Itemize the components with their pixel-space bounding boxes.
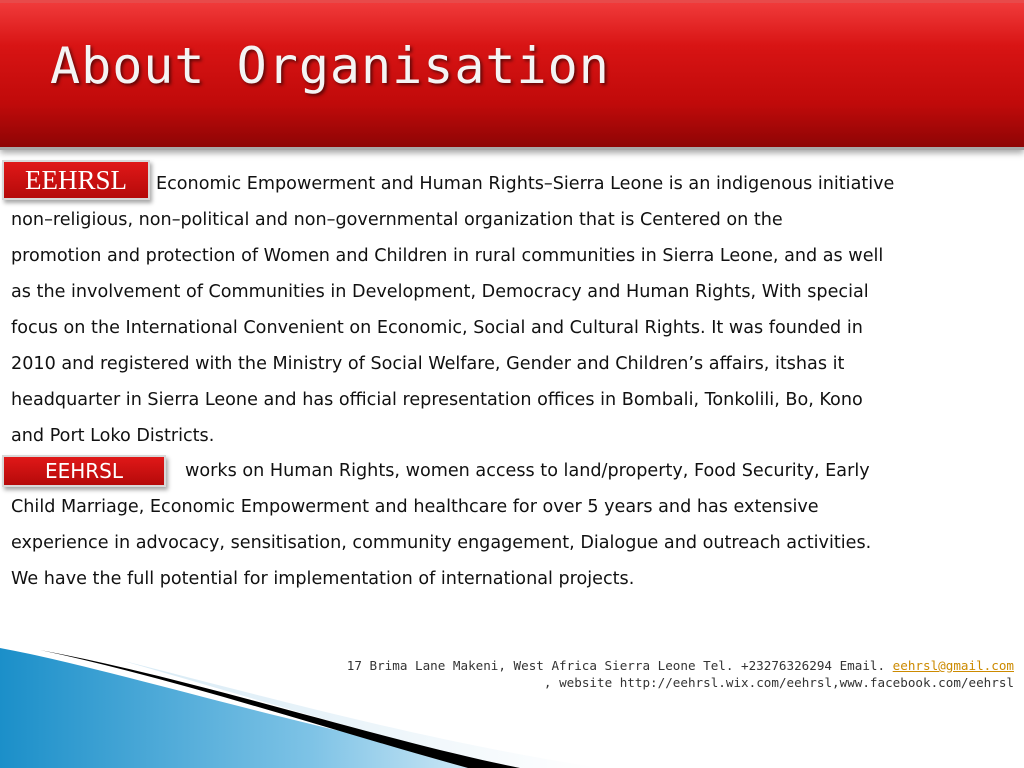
paragraph1-line: and Port Loko Districts. xyxy=(11,426,215,446)
paragraph1-line: Economic Empowerment and Human Rights–Sierra Leone is an indigenous initiative xyxy=(156,174,895,194)
footer-website-line: , website http://eehrsl.wix.com/eehrsl,www.facebook.com/eehrsl xyxy=(543,675,1014,690)
slide-title: About Organisation xyxy=(50,37,610,95)
footer-email-link[interactable]: eehrsl@gmail.com xyxy=(892,658,1014,673)
footer-address-phone: 17 Brima Lane Makeni, West Africa Sierra Leone Tel. +23276326294 Email. xyxy=(346,658,893,673)
paragraph1-line: focus on the International Convenient on Economic, Social and Cultural Rights. It was founded in xyxy=(11,318,863,338)
title-bar xyxy=(0,0,1024,150)
paragraph2-line: works on Human Rights, women access to land/property, Food Security, Early xyxy=(185,461,870,481)
eehrsl-logo-badge: EEHRSL xyxy=(2,160,150,200)
paragraph2-line: Child Marriage, Economic Empowerment and healthcare for over 5 years and has extensive xyxy=(11,497,819,517)
eehrsl-badge-secondary: EEHRSL xyxy=(2,455,166,487)
paragraph1-line: non–religious, non–political and non–governmental organization that is Centered on the xyxy=(11,210,783,230)
paragraph1-line: as the involvement of Communities in Development, Democracy and Human Rights, With special xyxy=(11,282,869,302)
paragraph1-line: 2010 and registered with the Ministry of Social Welfare, Gender and Children’s affairs, itshas it xyxy=(11,354,845,374)
paragraph2-line: We have the full potential for implementation of international projects. xyxy=(11,569,635,589)
paragraph1-line: promotion and protection of Women and Children in rural communities in Sierra Leone, and as well xyxy=(11,246,884,266)
paragraph2-line: experience in advocacy, sensitisation, community engagement, Dialogue and outreach activities. xyxy=(11,533,872,553)
footer-contact-line xyxy=(347,658,1014,673)
paragraph1-line: headquarter in Sierra Leone and has official representation offices in Bombali, Tonkolili, Bo, Kono xyxy=(11,390,863,410)
